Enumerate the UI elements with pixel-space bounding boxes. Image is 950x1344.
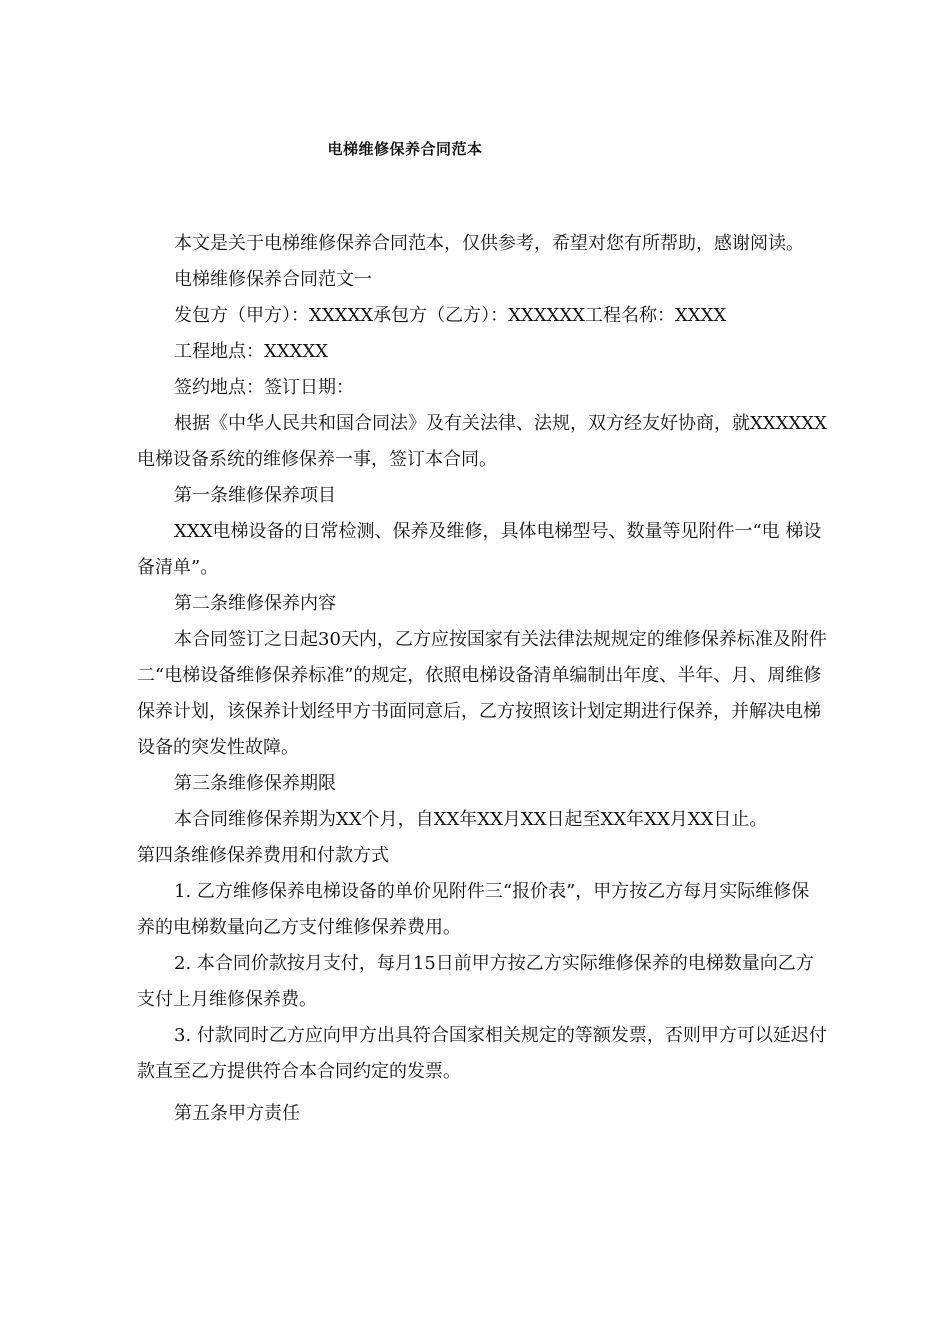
project-location: 工程地点：XXXXX [174,341,329,362]
article-1-body: XXX电梯设备的日常检测、保养及维修，具体电梯型号、数量等见附件一“电 梯设备清单”。 [137,521,822,578]
article-4-heading: 第四条维修保养费用和付款方式 [137,845,389,866]
article-5-heading: 第五条甲方责任 [174,1103,300,1124]
article-3-body: 本合同维修保养期为XX个月，自XX年XX月XX日起至XX年XX月XX日止。 [174,809,768,830]
article-2-body: 本合同签订之日起30天内，乙方应按国家有关法律法规规定的维修保养标准及附件二“电梯设备维修保养标准”的规定，依照电梯设备清单编制出年度、半年、月、周维修保养计划，该保养计划经甲方书面同意后，乙方按照该计划定期进行保养，并解决电梯设备的突发性故障。 [137,629,827,758]
intro-paragraph: 本文是关于电梯维修保养合同范本，仅供参考，希望对您有所帮助，感谢阅读。 [174,233,804,254]
article-3-heading: 第三条维修保养期限 [174,773,336,794]
document-title: 电梯维修保养合同范本 [327,140,483,158]
article-4-item-1: 1. 乙方维修保养电梯设备的单价见附件三“报价表”，甲方按乙方每月实际维修保养的电梯数量向乙方支付维修保养费用。 [137,881,810,938]
parties-paragraph: 发包方（甲方）：XXXXX承包方（乙方）：XXXXXX工程名称：XXXX [174,305,727,326]
article-2-heading: 第二条维修保养内容 [174,593,336,614]
document-body [137,226,827,1132]
article-4-item-3: 3. 付款同时乙方应向甲方出具符合国家相关规定的等额发票，否则甲方可以延迟付款直至乙方提供符合本合同约定的发票。 [137,1025,827,1082]
legal-basis-paragraph: 根据《中华人民共和国合同法》及有关法律、法规，双方经友好协商，就XXXXXX 电梯设备系统的维修保养一事，签订本合同。 [137,413,827,470]
signing-info: 签约地点：签订日期： [174,377,354,398]
article-4-item-2: 2. 本合同价款按月支付，每月15日前甲方按乙方实际维修保养的电梯数量向乙方支付上月维修保养费。 [137,953,814,1010]
section-heading: 电梯维修保养合同范文一 [174,269,372,290]
article-1-heading: 第一条维修保养项目 [174,485,336,506]
